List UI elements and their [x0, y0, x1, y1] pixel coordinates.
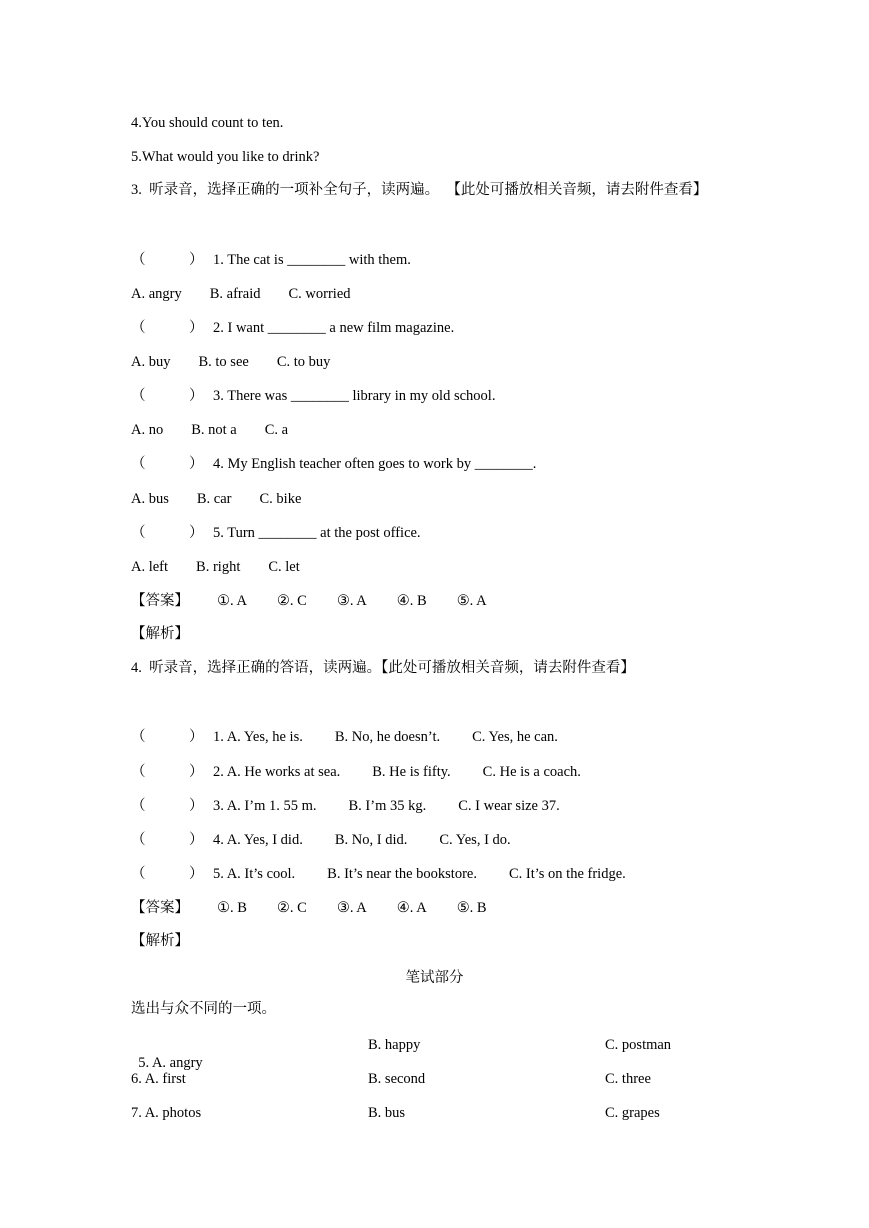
option: B. No, he doesn’t. [334, 729, 441, 745]
answer-row [131, 899, 517, 917]
answer-paren[interactable]: （ ） [131, 866, 204, 882]
option: C. grapes [605, 1105, 660, 1121]
option: C. to buy [276, 354, 331, 370]
sentence-line: 5.What would you like to drink? [131, 149, 320, 165]
answer-row [131, 592, 517, 610]
option: B. It’s near the bookstore. [327, 866, 477, 882]
option: B. He is fifty. [372, 764, 451, 780]
question-text: 3. There was ________ library in my old school. [213, 388, 496, 404]
option: 1. A. Yes, he is. [213, 729, 303, 745]
option: B. happy [368, 1037, 421, 1053]
answer-item: ①. A [217, 593, 247, 609]
question-text: 1. The cat is ________ with them. [213, 252, 411, 268]
answer-label: 【答案】 [131, 900, 189, 916]
answer-paren[interactable]: （ ） [131, 456, 204, 472]
answer-paren[interactable]: （ ） [131, 388, 204, 404]
question-row [131, 524, 421, 542]
question-row [131, 455, 536, 473]
option: C. postman [605, 1037, 672, 1053]
option: A. bus [131, 491, 169, 507]
analysis-label: 【解析】 [131, 933, 189, 949]
option: B. I’m 35 kg. [348, 798, 427, 814]
answer-item: ⑤. B [456, 900, 487, 916]
option: B. afraid [209, 286, 261, 302]
question-row [131, 797, 560, 815]
option: B. to see [198, 354, 249, 370]
section3-instruction: 3. 听录音，选择正确的一项补全句子，读两遍。 【此处可播放相关音频，请去附件查看】 [131, 182, 708, 198]
option: C. Yes, I do. [439, 832, 511, 848]
option: 5. A. angry [138, 1055, 203, 1071]
option: C. worried [288, 286, 351, 302]
question-text: 5. Turn ________ at the post office. [213, 525, 421, 541]
option: A. angry [131, 286, 182, 302]
answer-item: ④. B [396, 593, 427, 609]
answer-paren[interactable]: （ ） [131, 832, 204, 848]
option: A. left [131, 559, 169, 575]
option: C. Yes, he can. [472, 729, 558, 745]
question-row [131, 831, 511, 849]
answer-paren[interactable]: （ ） [131, 764, 204, 780]
option: A. no [131, 422, 164, 438]
question-text: 2. I want ________ a new film magazine. [213, 320, 455, 336]
question-text: 4. My English teacher often goes to work by ________. [213, 456, 537, 472]
option: B. second [368, 1071, 426, 1087]
options-row [131, 558, 300, 576]
option: B. right [196, 559, 241, 575]
question-row [131, 865, 626, 883]
option: C. a [264, 422, 289, 438]
option: A. buy [131, 354, 171, 370]
answer-item: ③. A [336, 593, 367, 609]
option: C. It’s on the fridge. [508, 866, 626, 882]
answer-item: ①. B [217, 900, 247, 916]
option: 4. A. Yes, I did. [213, 832, 303, 848]
analysis-label: 【解析】 [131, 626, 189, 642]
option: C. He is a coach. [482, 764, 581, 780]
answer-paren[interactable]: （ ） [131, 525, 204, 541]
section4-instruction: 4. 听录音，选择正确的答语，读两遍。【此处可播放相关音频，请去附件查看】 [131, 660, 635, 676]
option: 3. A. I’m 1. 55 m. [213, 798, 317, 814]
option: B. bus [368, 1105, 406, 1121]
question-row [131, 763, 581, 781]
option: C. three [605, 1071, 651, 1087]
answer-label: 【答案】 [131, 593, 189, 609]
options-row [131, 490, 301, 508]
answer-paren[interactable]: （ ） [131, 798, 204, 814]
option: B. No, I did. [334, 832, 408, 848]
option: 6. A. first [131, 1071, 186, 1087]
option: 2. A. He works at sea. [213, 764, 341, 780]
answer-paren[interactable]: （ ） [131, 252, 204, 268]
option: C. I wear size 37. [458, 798, 560, 814]
answer-item: ③. A [336, 900, 367, 916]
options-row [131, 353, 330, 371]
option: C. bike [259, 491, 302, 507]
question-row [131, 251, 411, 269]
answer-paren[interactable]: （ ） [131, 729, 204, 745]
written-heading: 笔试部分 [405, 970, 464, 986]
option: B. car [196, 491, 232, 507]
options-row [131, 285, 351, 303]
answer-item: ②. C [276, 900, 307, 916]
question-row [131, 319, 454, 337]
options-row [131, 421, 288, 439]
option: C. let [268, 559, 300, 575]
answer-item: ⑤. A [456, 593, 487, 609]
answer-item: ②. C [276, 593, 307, 609]
option: B. not a [191, 422, 237, 438]
question-row [131, 728, 558, 746]
option: 5. A. It’s cool. [213, 866, 296, 882]
sentence-line: 4.You should count to ten. [131, 115, 284, 131]
written-instruction: 选出与众不同的一项。 [131, 1001, 276, 1017]
question-row [131, 387, 495, 405]
option: 7. A. photos [131, 1105, 202, 1121]
answer-paren[interactable]: （ ） [131, 320, 204, 336]
answer-item: ④. A [396, 900, 427, 916]
